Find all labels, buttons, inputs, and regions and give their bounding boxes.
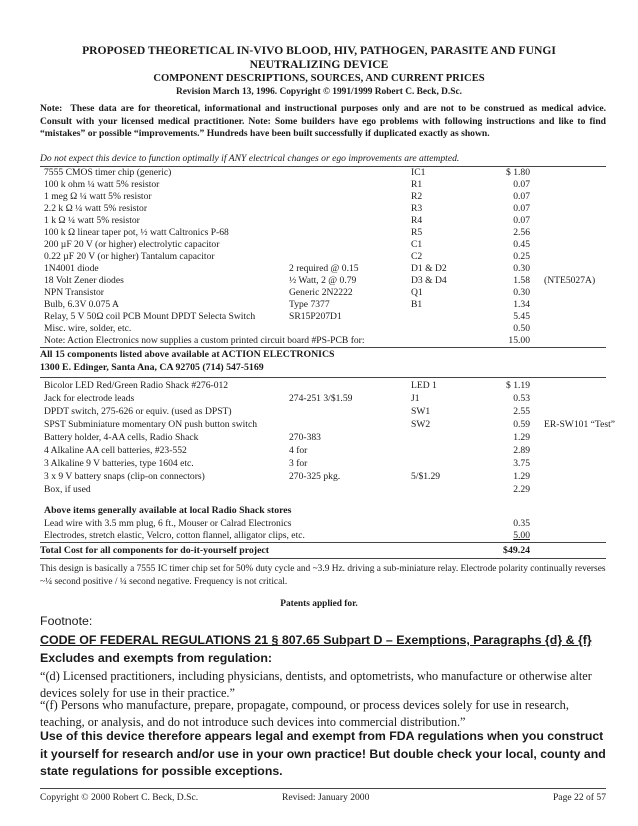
- footer-page-number: Page 22 of 57: [552, 792, 606, 803]
- part-row: [44, 518, 614, 530]
- part-description: 2.2 k Ω ¼ watt 5% resistor: [44, 203, 148, 214]
- part-description: 100 k ohm ¼ watt 5% resistor: [44, 179, 160, 190]
- title-line-2: NEUTRALIZING DEVICE: [249, 58, 389, 71]
- part-price: 2.55: [513, 406, 530, 417]
- note-text: These data are for theoretical, informational and instructional purposes only and are not to be construed as medical advice. Consult with your licensed medical practitioner. Note: Some builders have ego problems with following instructions and like to find “mistakes” or possible “improvements.” Hundreds have been built successfully if duplicated exactly as shown.: [40, 103, 606, 139]
- part-reference: R4: [411, 215, 423, 226]
- part-reference: C1: [411, 239, 423, 250]
- part-description: 4 Alkaline AA cell batteries, #23-552: [44, 445, 187, 456]
- part-quantity: 274-251 3/$1.59: [289, 393, 353, 404]
- part-row: [44, 263, 614, 275]
- part-price: 0.53: [513, 393, 530, 404]
- part-row: [44, 458, 614, 470]
- quote-d: “(d) Licensed practitioners, including physicians, dentists, and optometrists, who manufacture or otherwise alter devices solely for use in their practice.”: [40, 669, 592, 700]
- part-row: [44, 393, 614, 405]
- part-price: 3.75: [513, 458, 530, 469]
- part-price: 1.58: [513, 275, 530, 286]
- part-row: [44, 445, 614, 457]
- part-row: [44, 287, 614, 299]
- part-reference: R1: [411, 179, 423, 190]
- part-description: 7555 CMOS timer chip (generic): [44, 167, 172, 178]
- disclaimer-note: [40, 103, 606, 141]
- quote-f: “(f) Persons who manufacture, prepare, propagate, compound, or process devices solely for use in research, teaching, or analysis, and do not introduce such devices into commercial distribution.”: [40, 698, 569, 729]
- subtitle: COMPONENT DESCRIPTIONS, SOURCES, AND CURRENT PRICES: [153, 73, 485, 84]
- part-row: [44, 179, 614, 191]
- part-price: 0.35: [513, 518, 530, 529]
- part-price: 0.50: [513, 323, 530, 334]
- divider: [40, 558, 606, 559]
- part-row: [44, 167, 614, 179]
- part-price: 0.07: [513, 203, 530, 214]
- part-description: Relay, 5 V 50Ω coil PCB Mount DPDT Selecta Switch: [44, 311, 256, 322]
- caveat-text: Do not expect this device to function optimally if ANY electrical changes or ego improvements are attempted.: [40, 153, 460, 164]
- footer-revised: Revised: January 2000: [282, 792, 370, 803]
- part-reference: R3: [411, 203, 423, 214]
- part-price: 0.07: [513, 191, 530, 202]
- total-label: Total Cost for all components for do-it-yourself project: [40, 545, 270, 556]
- part-quantity: 3 for: [289, 458, 308, 469]
- part-price: $ 1.80: [506, 167, 530, 178]
- footer-copyright: Copyright © 2000 Robert C. Beck, D.Sc.: [40, 792, 199, 803]
- part-quantity: 270-325 pkg.: [289, 471, 341, 482]
- part-price: 2.29: [513, 484, 530, 495]
- patents-line: Patents applied for.: [280, 599, 358, 609]
- part-description: 1 meg Ω ¼ watt 5% resistor: [44, 191, 152, 202]
- part-description: 100 k Ω linear taper pot, ½ watt Caltronics P-68: [44, 227, 229, 238]
- part-price: 0.25: [513, 251, 530, 262]
- part-reference: IC1: [411, 167, 426, 178]
- part-price: 0.07: [513, 215, 530, 226]
- part-description: 200 µF 20 V (or higher) electrolytic capacitor: [44, 239, 220, 250]
- note-label: Note:: [40, 103, 63, 114]
- part-reference: D1 & D2: [411, 263, 447, 274]
- part-price: 0.30: [513, 287, 530, 298]
- part-description: Misc. wire, solder, etc.: [44, 323, 132, 334]
- part-description: 18 Volt Zener diodes: [44, 275, 124, 286]
- part-description: 3 Alkaline 9 V batteries, type 1604 etc.: [44, 458, 194, 469]
- part-row: [44, 251, 614, 263]
- part-quantity: ½ Watt, 2 @ 0.79: [289, 275, 357, 286]
- part-price: 0.59: [513, 419, 530, 430]
- part-row: [44, 335, 614, 347]
- part-quantity: Generic 2N2222: [289, 287, 353, 298]
- part-price: 0.07: [513, 179, 530, 190]
- part-quantity: 4 for: [289, 445, 308, 456]
- part-description: Bulb, 6.3V 0.075 A: [44, 299, 119, 310]
- part-row: [44, 227, 614, 239]
- part-quantity: 270-383: [289, 432, 321, 443]
- part-row: [44, 299, 614, 311]
- part-price: 15.00: [508, 335, 530, 346]
- part-row: [44, 323, 614, 335]
- part-row: [44, 239, 614, 251]
- part-reference: D3 & D4: [411, 275, 447, 286]
- part-description: Electrodes, stretch elastic, Velcro, cotton flannel, alligator clips, etc.: [44, 530, 305, 541]
- part-price: 1.29: [513, 432, 530, 443]
- footnote-label: Footnote:: [40, 614, 93, 628]
- total-value: $49.24: [503, 545, 530, 556]
- part-reference: C2: [411, 251, 423, 262]
- part-reference: R2: [411, 191, 423, 202]
- part-description: Lead wire with 3.5 mm plug, 6 ft., Mouser or Calrad Electronics: [44, 518, 292, 529]
- part-price: 0.30: [513, 263, 530, 274]
- part-reference: 5/$1.29: [411, 471, 441, 482]
- part-note: (NTE5027A): [544, 275, 596, 286]
- part-description: Jack for electrode leads: [44, 393, 135, 404]
- part-reference: Q1: [411, 287, 423, 298]
- part-reference: B1: [411, 299, 423, 310]
- legal-statement: Use of this device therefore appears legal and exempt from FDA regulations when you construct it yourself for research and/or use in your own practice! But double check your local, county and state regulations for possible exceptions.: [40, 729, 606, 778]
- part-row: [44, 530, 614, 542]
- footer-divider: [40, 788, 606, 789]
- part-quantity: Type 7377: [289, 299, 330, 310]
- part-description: Box, if used: [44, 484, 91, 495]
- part-description: 1 k Ω ¼ watt 5% resistor: [44, 215, 140, 226]
- part-price: 1.29: [513, 471, 530, 482]
- part-description: 3 x 9 V battery snaps (clip-on connectors): [44, 471, 205, 482]
- design-description: This design is basically a 7555 IC timer chip set for 50% duty cycle and ~3.9 Hz. driving a sub-miniature relay. Electrode polarity continually reverses ~¼ second positive / ¼ second negative. Frequency is not critical.: [40, 564, 606, 587]
- divider: [40, 542, 606, 543]
- action-heading: All 15 components listed above available at ACTION ELECTRONICS: [40, 349, 335, 360]
- part-row: [44, 484, 614, 496]
- part-row: [44, 406, 614, 418]
- part-price: $ 1.19: [506, 380, 530, 391]
- cfr-heading: CODE OF FEDERAL REGULATIONS 21 § 807.65 Subpart D – Exemptions, Paragraphs {d} & {f}: [40, 633, 592, 647]
- part-price: 2.56: [513, 227, 530, 238]
- part-description: 1N4001 diode: [44, 263, 99, 274]
- part-row: [44, 275, 614, 287]
- part-price: 1.34: [513, 299, 530, 310]
- part-row: [44, 380, 614, 392]
- part-reference: SW1: [411, 406, 431, 417]
- part-reference: LED 1: [411, 380, 437, 391]
- part-description: NPN Transistor: [44, 287, 104, 298]
- part-description: Note: Action Electronics now supplies a custom printed circuit board #PS-PCB for:: [44, 335, 365, 346]
- title-line-1: PROPOSED THEORETICAL IN-VIVO BLOOD, HIV, PATHOGEN, PARASITE AND FUNGI: [82, 44, 556, 57]
- part-reference: J1: [411, 393, 420, 404]
- part-row: [44, 215, 614, 227]
- part-row: [44, 311, 614, 323]
- part-reference: SW2: [411, 419, 431, 430]
- part-price: 5.00: [513, 530, 530, 541]
- part-note: ER-SW101 “Test”: [544, 419, 615, 430]
- part-price: 5.45: [513, 311, 530, 322]
- part-reference: R5: [411, 227, 423, 238]
- part-row: [44, 471, 614, 483]
- part-description: DPDT switch, 275-626 or equiv. (used as DPST): [44, 406, 232, 417]
- part-description: Battery holder, 4-AA cells, Radio Shack: [44, 432, 199, 443]
- action-address: 1300 E. Edinger, Santa Ana, CA 92705 (714) 547-5169: [40, 362, 264, 373]
- divider: [40, 347, 606, 348]
- part-quantity: 2 required @ 0.15: [289, 263, 359, 274]
- excludes-heading: Excludes and exempts from regulation:: [40, 651, 273, 665]
- part-row: [44, 419, 614, 431]
- part-price: 2.89: [513, 445, 530, 456]
- total-row: [40, 545, 606, 557]
- part-description: Bicolor LED Red/Green Radio Shack #276-012: [44, 380, 229, 391]
- part-row: [44, 191, 614, 203]
- part-quantity: SR15P207D1: [289, 311, 342, 322]
- part-price: 0.45: [513, 239, 530, 250]
- part-description: 0.22 µF 20 V (or higher) Tantalum capacitor: [44, 251, 215, 262]
- part-description: SPST Subminiature momentary ON push button switch: [44, 419, 258, 430]
- divider: [40, 377, 606, 378]
- radioshack-heading: Above items generally available at local Radio Shack stores: [44, 505, 292, 516]
- part-row: [44, 432, 614, 444]
- part-row: [44, 203, 614, 215]
- revision-line: Revision March 13, 1996. Copyright © 1991/1999 Robert C. Beck, D.Sc.: [176, 87, 462, 97]
